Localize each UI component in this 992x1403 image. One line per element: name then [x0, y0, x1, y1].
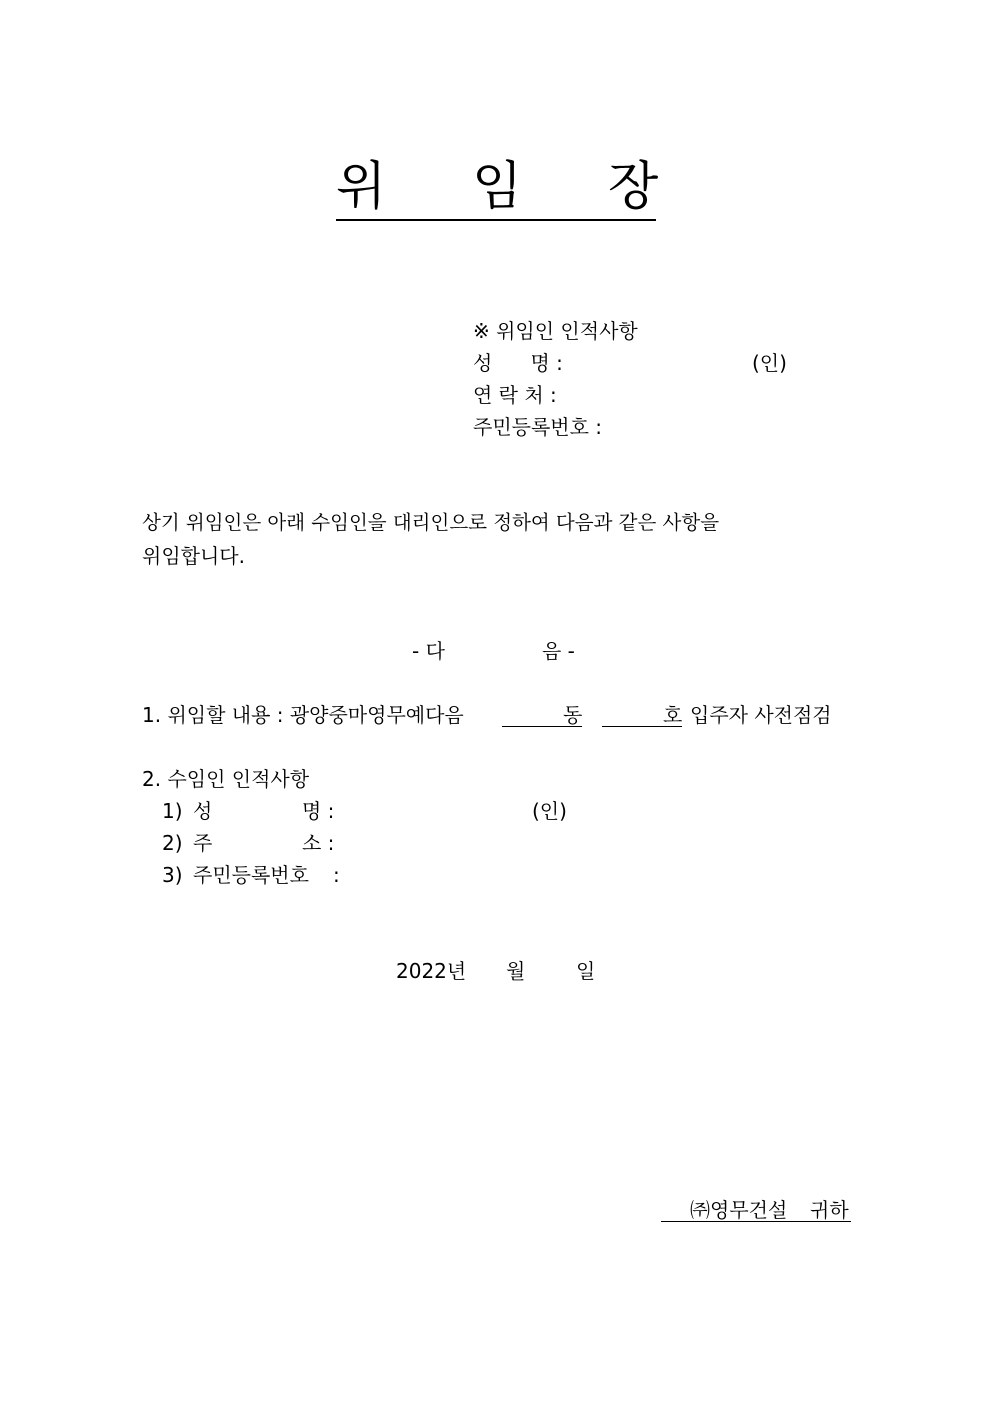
- item1-label: 1. 위임할 내용 : 광양중마영무예다음: [142, 703, 464, 727]
- title-char-1: 위: [336, 157, 387, 217]
- statement-line-1: 상기 위임인은 아래 수임인을 대리인으로 정하여 다음과 같은 사항을: [142, 511, 720, 534]
- delegator-contact-label: 연 락 처 :: [473, 383, 557, 407]
- recipient-honorific: 귀하: [810, 1198, 849, 1222]
- delegate-addr-number: 2): [162, 831, 183, 855]
- delegate-rrn-colon: :: [333, 863, 340, 887]
- delegate-rrn-number: 3): [162, 863, 183, 887]
- item1-suffix: 입주자 사전점검: [690, 703, 832, 727]
- delegate-name-number: 1): [162, 799, 183, 823]
- delegate-name-label-a: 성: [193, 799, 213, 823]
- title-char-2: 임: [472, 157, 523, 217]
- delegator-seal: (인): [752, 351, 787, 375]
- delegate-name-label-b: 명 :: [302, 799, 335, 823]
- document-title: [336, 155, 659, 221]
- recipient-company: ㈜영무건설: [690, 1198, 788, 1222]
- title-char-3: 장: [608, 157, 659, 217]
- notice-left: - 다: [412, 639, 445, 663]
- statement-line-2: 위임합니다.: [142, 544, 245, 568]
- delegate-addr-label-a: 주: [193, 831, 213, 855]
- date-month: 월: [506, 959, 526, 983]
- dong-label: 동: [563, 703, 583, 727]
- ho-label: 호: [663, 703, 683, 727]
- notice-right: 음 -: [542, 639, 575, 663]
- delegate-addr-label-b: 소 :: [302, 831, 335, 855]
- delegator-rrn-label: 주민등록번호 :: [473, 415, 603, 439]
- delegator-name-label: 성 명 :: [473, 351, 563, 375]
- date-year: 2022년: [396, 959, 467, 983]
- item2-header: 2. 수임인 인적사항: [142, 767, 310, 791]
- delegate-seal: (인): [532, 799, 567, 823]
- delegator-header: ※ 위임인 인적사항: [473, 319, 638, 343]
- date-day: 일: [576, 959, 596, 983]
- delegate-rrn-label: 주민등록번호: [193, 863, 309, 887]
